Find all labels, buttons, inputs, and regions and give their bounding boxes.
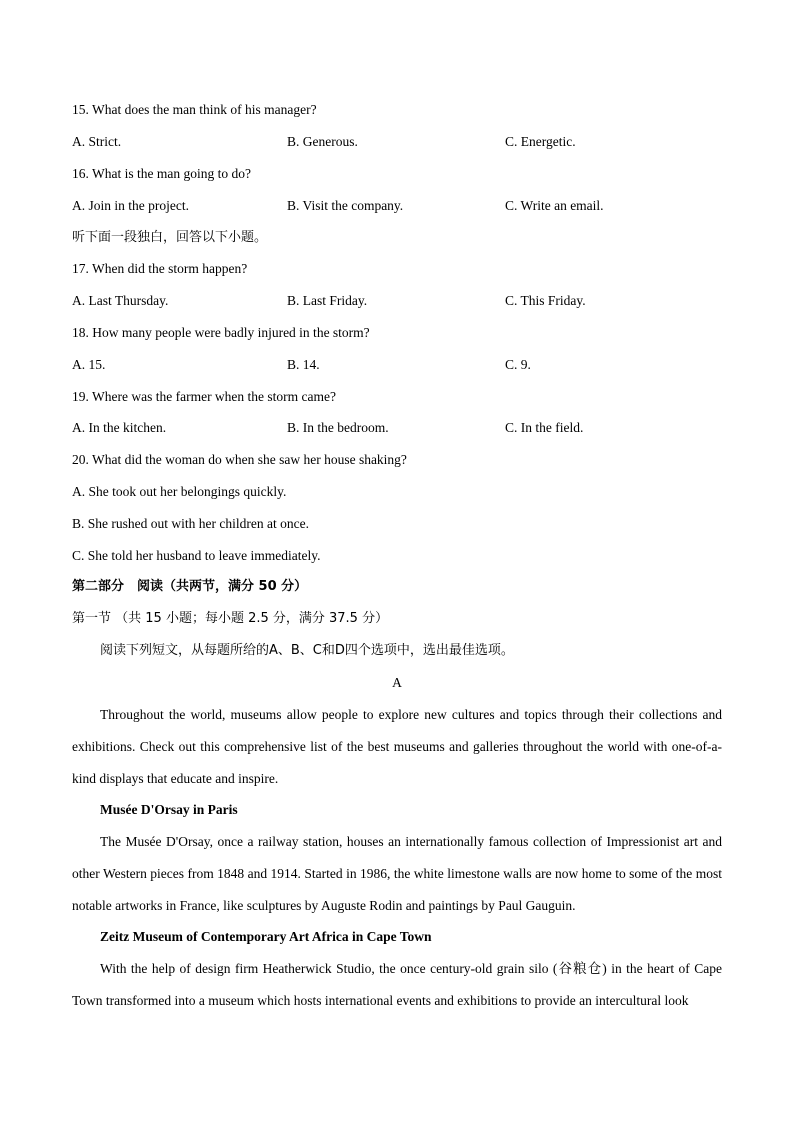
question-16-option-b: B. Visit the company. [287, 198, 404, 213]
question-17-option-b: B. Last Friday. [287, 293, 368, 308]
question-16-stem: 16. What is the man going to do? [72, 166, 251, 181]
question-20-stem: 20. What did the woman do when she saw her house shaking? [72, 452, 407, 467]
museum-2-title: Zeitz Museum of Contemporary Art Africa in Cape Town [100, 929, 432, 944]
intro-paragraph [72, 699, 722, 795]
question-15-option-b: B. Generous. [287, 134, 358, 149]
reading-instruction: 阅读下列短文，从每题所给的A、B、C和D四个选项中，选出最佳选项。 [100, 643, 514, 658]
question-17-stem: 17. When did the storm happen? [72, 261, 248, 276]
question-17-option-a: A. Last Thursday. [72, 293, 169, 308]
museum-1-text: The Musée D'Orsay, once a railway station, houses an internationally famous collection of Impressionist art and other Western pieces from 1848 and 1914. Started in 1986, the white limestone walls are now home to some of the most notable artworks in France, like sculptures by Auguste Rodin and paintings by Paul Gauguin. [72, 834, 722, 913]
question-20-option-a: A. She took out her belongings quickly. [72, 484, 287, 499]
museum-2-paragraph [72, 953, 722, 1017]
question-19-option-b: B. In the bedroom. [287, 420, 389, 435]
question-16-option-a: A. Join in the project. [72, 198, 189, 213]
intro-paragraph-text: Throughout the world, museums allow people to explore new cultures and topics through their collections and exhibitions. Check out this comprehensive list of the best museums and galleries throughout the world with one-of-a-kind displays that educate and inspire. [72, 707, 722, 786]
monologue-instruction: 听下面一段独白，回答以下小题。 [72, 230, 268, 245]
museum-1-title: Musée D'Orsay in Paris [100, 802, 238, 817]
question-16-option-c: C. Write an email. [505, 198, 604, 213]
museum-2-text: With the help of design firm Heatherwick Studio, the once century-old grain silo (谷粮仓) in the heart of Cape Town transformed into a museum which hosts international events and exhibitions to provide an intercultural look [72, 961, 722, 1008]
question-19-stem: 19. Where was the farmer when the storm came? [72, 389, 337, 404]
question-15-option-a: A. Strict. [72, 134, 122, 149]
question-18-option-b: B. 14. [287, 357, 320, 372]
question-18-option-a: A. 15. [72, 357, 106, 372]
question-18-stem: 18. How many people were badly injured in the storm? [72, 325, 370, 340]
question-19-option-a: A. In the kitchen. [72, 420, 167, 435]
question-18-option-c: C. 9. [505, 357, 531, 372]
question-17-option-c: C. This Friday. [505, 293, 586, 308]
passage-label: A [392, 675, 402, 690]
question-15-option-c: C. Energetic. [505, 134, 576, 149]
question-15-stem: 15. What does the man think of his manager? [72, 102, 317, 117]
question-20-option-c: C. She told her husband to leave immediately. [72, 548, 321, 563]
question-20-option-b: B. She rushed out with her children at once. [72, 516, 309, 531]
museum-1-paragraph [72, 826, 722, 922]
part-two-heading: 第二部分 阅读（共两节，满分 50 分） [72, 579, 308, 594]
section-one-heading: 第一节 （共 15 小题；每小题 2.5 分，满分 37.5 分） [72, 611, 389, 626]
question-19-option-c: C. In the field. [505, 420, 584, 435]
